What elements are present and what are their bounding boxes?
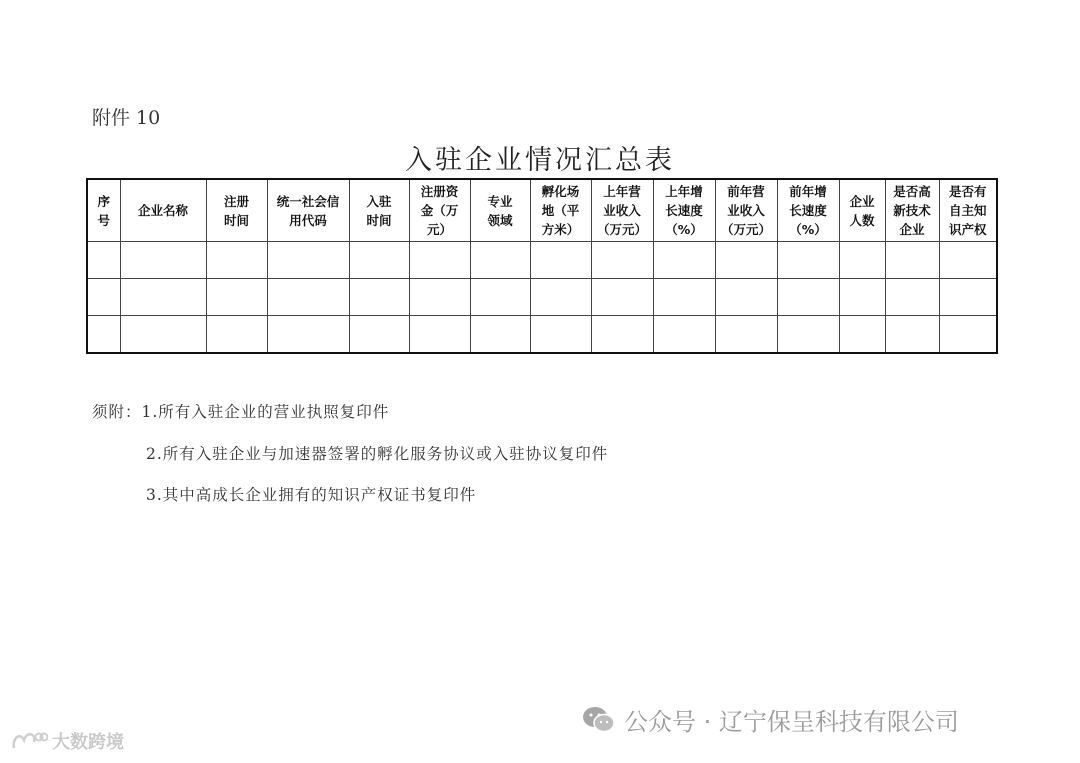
column-header <box>87 179 120 242</box>
table-cell <box>206 242 267 279</box>
note-item: 2.所有入驻企业与加速器签署的孵化服务协议或入驻协议复印件 <box>146 445 609 463</box>
column-header <box>409 179 470 242</box>
column-header <box>530 179 591 242</box>
column-header-text: 时间 <box>366 212 392 228</box>
table-body <box>87 242 997 354</box>
table-cell <box>409 242 470 279</box>
table-cell <box>349 242 409 279</box>
column-header-text: 企业 <box>849 193 875 209</box>
brand-text: 大数跨境 <box>52 732 124 753</box>
brand-watermark <box>10 728 124 754</box>
column-header-text: 孵化场 <box>541 184 580 199</box>
table-cell <box>591 242 653 279</box>
column-header-text: 入驻 <box>366 193 392 209</box>
table-cell <box>885 316 939 354</box>
column-header-text: 元） <box>426 222 452 237</box>
table-cell <box>939 242 997 279</box>
notes-prefix: 须附： <box>92 403 142 421</box>
table-header-row <box>87 179 997 242</box>
column-header-text: （万元） <box>596 222 647 237</box>
column-header-text: 金（万 <box>420 203 459 218</box>
note-line-3 <box>146 483 476 505</box>
column-header <box>267 179 349 242</box>
column-header <box>939 179 997 242</box>
column-header-text: 人数 <box>849 212 875 228</box>
table-cell <box>777 279 839 316</box>
column-header-text: 是否有 <box>948 184 987 199</box>
table-cell <box>715 279 777 316</box>
column-header-text: 长速度 <box>665 203 703 218</box>
column-header <box>715 179 777 242</box>
column-header-text: 业收入 <box>727 203 765 218</box>
table-cell <box>267 279 349 316</box>
wechat-icon <box>582 706 616 734</box>
column-header-text: 是否高 <box>893 184 931 199</box>
column-header-text: 统一社会信 <box>276 193 340 209</box>
column-header-text: 前年营 <box>727 184 765 199</box>
brand-logo-icon <box>10 728 48 754</box>
page-title: 入驻企业情况汇总表 <box>405 145 675 176</box>
wechat-watermark <box>582 702 959 737</box>
column-header-text: 用代码 <box>289 212 327 228</box>
column-header-text: 专业 <box>487 193 513 209</box>
table-cell <box>530 279 591 316</box>
column-header-text: 识产权 <box>948 222 987 237</box>
table-cell <box>470 279 530 316</box>
column-header-text: 时间 <box>223 212 249 228</box>
column-header-text: 自主知 <box>948 203 987 218</box>
column-header <box>839 179 885 242</box>
note-line-2 <box>146 442 608 464</box>
table-cell <box>715 242 777 279</box>
column-header <box>653 179 715 242</box>
table-cell <box>349 316 409 354</box>
table-row <box>87 279 997 316</box>
table-cell <box>530 242 591 279</box>
column-header-text: 领域 <box>487 212 513 228</box>
column-header-text: 号 <box>97 212 110 228</box>
table-cell <box>839 316 885 354</box>
column-header <box>349 179 409 242</box>
column-header-text: 上年营 <box>603 184 641 199</box>
column-header-text: 注册资 <box>420 184 459 199</box>
column-header-text: （%） <box>789 222 827 237</box>
note-item: 3.其中高成长企业拥有的知识产权证书复印件 <box>146 486 477 504</box>
column-header <box>470 179 530 242</box>
column-header <box>120 179 206 242</box>
column-header-text: 新技术 <box>893 203 931 218</box>
column-header-text: （万元） <box>720 222 771 237</box>
table-cell <box>715 316 777 354</box>
column-header-text: 方米） <box>541 222 580 237</box>
table-cell <box>530 316 591 354</box>
table-cell <box>653 279 715 316</box>
column-header-text: 前年增 <box>789 184 827 199</box>
table-cell <box>885 279 939 316</box>
column-header-text: （%） <box>665 222 703 237</box>
table-cell <box>839 242 885 279</box>
note-line-1 <box>92 400 389 422</box>
column-header-text: 地（平 <box>541 203 580 218</box>
column-header-text: 企业名称 <box>137 203 188 218</box>
table-cell <box>591 316 653 354</box>
table-cell <box>470 316 530 354</box>
column-header-text: 长速度 <box>789 203 827 218</box>
table-cell <box>206 279 267 316</box>
table-row <box>87 242 997 279</box>
column-header-text: 注册 <box>223 193 249 209</box>
table-cell <box>777 242 839 279</box>
note-item: 1.所有入驻企业的营业执照复印件 <box>141 403 390 421</box>
table-cell <box>87 279 120 316</box>
table-cell <box>409 316 470 354</box>
table-cell <box>120 279 206 316</box>
table-cell <box>939 279 997 316</box>
column-header-text: 序 <box>97 193 110 209</box>
table-cell <box>120 316 206 354</box>
table-cell <box>839 279 885 316</box>
attachment-label: 附件 10 <box>92 107 161 129</box>
table-cell <box>939 316 997 354</box>
table-cell <box>470 242 530 279</box>
table-cell <box>777 316 839 354</box>
table-cell <box>349 279 409 316</box>
table-cell <box>409 279 470 316</box>
table-row <box>87 316 997 354</box>
summary-table <box>86 178 998 354</box>
table-cell <box>591 279 653 316</box>
table-cell <box>87 242 120 279</box>
table-cell <box>87 316 120 354</box>
table-cell <box>885 242 939 279</box>
column-header <box>777 179 839 242</box>
wechat-account-text: 公众号 · 辽宁保呈科技有限公司 <box>624 708 959 736</box>
column-header-text: 企业 <box>899 222 925 237</box>
column-header-text: 业收入 <box>603 203 641 218</box>
table-cell <box>267 242 349 279</box>
column-header <box>591 179 653 242</box>
table-cell <box>206 316 267 354</box>
table-cell <box>653 316 715 354</box>
column-header <box>206 179 267 242</box>
table-cell <box>120 242 206 279</box>
column-header <box>885 179 939 242</box>
column-header-text: 上年增 <box>665 184 703 199</box>
table-cell <box>267 316 349 354</box>
table-cell <box>653 242 715 279</box>
